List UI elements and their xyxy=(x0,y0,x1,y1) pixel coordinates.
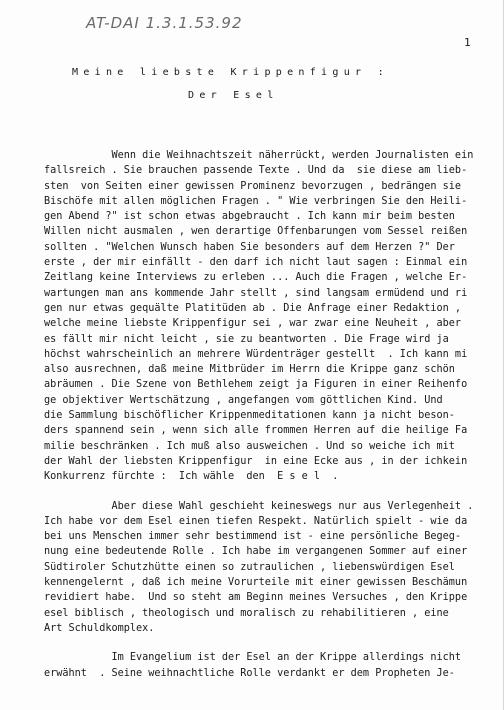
text-line: Wenn die Weihnachtszeit näherrückt, werden Journalisten ein xyxy=(44,150,474,161)
text-line: milie beschränken . Ich muß also ausweichen . Und so weiche ich mit xyxy=(44,440,455,452)
page-number: 1 xyxy=(464,36,471,49)
text-line: esel biblisch , theologisch und moralisch zu rehabilitieren , eine xyxy=(44,607,449,619)
text-line: welche meine liebste Krippenfigur sei , war zwar eine Neuheit , aber xyxy=(44,318,462,330)
document-body xyxy=(44,148,494,681)
text-line: Willen nicht ausmalen , wen derartige Offenbarungen vom Sessel reißen xyxy=(44,226,468,238)
text-line: bei uns Menschen immer sehr bestimmend ist - eine persönliche Begeg- xyxy=(44,531,462,543)
text-line: erste , der mir einfällt - den darf ich nicht laut sagen : Einmal ein xyxy=(44,257,468,269)
text-line: ders spannend sein , wenn sich alle frommen Herren auf die heilige Fa xyxy=(44,425,468,437)
text-line: Bischöfe mit allen möglichen Fragen . " Wie verbringen Sie den Heili- xyxy=(44,195,468,207)
document-subtitle: Der Esel xyxy=(188,90,279,101)
text-line: wartungen man ans kommende Jahr stellt , sind langsam ermüdend und ri xyxy=(44,287,468,299)
text-line: also ausrechnen, daß meine Mitbrüder im Herrn die Krippe ganz schön xyxy=(44,364,455,376)
archive-reference-handwritten: AT-DAI 1.3.1.53.92 xyxy=(86,14,243,32)
paragraph-spacer xyxy=(44,485,494,499)
paragraph xyxy=(44,499,494,637)
text-line: Art Schuldkomplex. xyxy=(44,622,155,634)
text-line: Zeitlang keine Interviews zu erleben ... Auch die Fragen , welche Er- xyxy=(44,272,468,284)
text-line: die Sammlung bischöflicher Krippenmeditationen kann ja nicht beson- xyxy=(44,410,455,422)
text-line: es fällt mir nicht leicht , sie zu beantworten . Die Frage wird ja xyxy=(44,333,449,345)
document-title: Meine liebste Krippenfigur : xyxy=(72,67,389,78)
paragraph xyxy=(44,650,494,681)
text-line: Aber diese Wahl geschieht keineswegs nur aus Verlegenheit . xyxy=(44,500,474,512)
text-line: Konkurrenz fürchte : Ich wähle den E s e l . xyxy=(44,471,339,483)
text-line: Ich habe vor dem Esel einen tiefen Respekt. Natürlich spielt - wie da xyxy=(44,515,468,527)
text-line: ge objektiver Wertschätzung , angefangen vom göttlichen Kind. Und xyxy=(44,394,443,406)
text-line: gen nur etwas gequälte Platitüden ab . Die Anfrage einer Redaktion , xyxy=(44,302,462,314)
text-line: kennengelernt , daß ich meine Vorurteile mit einer gewissen Beschämun xyxy=(44,577,468,589)
text-line: der Wahl der liebsten Krippenfigur in eine Ecke aus , in der ichkein xyxy=(44,455,468,467)
text-line: abräumen . Die Szene von Bethlehem zeigt ja Figuren in einer Reihenfo xyxy=(44,379,468,391)
text-line: sollten . "Welchen Wunsch haben Sie besonders auf dem Herzen ?" Der xyxy=(44,241,455,253)
text-line: Im Evangelium ist der Esel an der Krippe allerdings nicht xyxy=(44,652,462,664)
text-line: revidiert habe. Und so steht am Beginn meines Versuches , den Krippe xyxy=(44,592,468,604)
text-line: Südtiroler Schutzhütte einen so zutraulichen , liebenswürdigen Esel xyxy=(44,561,455,573)
paragraph-spacer xyxy=(44,636,494,650)
text-line: höchst wahrscheinlich an mehrere Würdenträger gestellt . Ich kann mi xyxy=(44,348,468,360)
text-line: erwähnt . Seine weihnachtliche Rolle verdankt er dem Propheten Je- xyxy=(44,667,455,679)
paragraph xyxy=(44,148,494,485)
text-line: nung eine bedeutende Rolle . Ich habe im vergangenen Sommer auf einer xyxy=(44,546,468,558)
text-line: fallsreich . Sie brauchen passende Texte . Und da sie diese am lieb- xyxy=(44,165,468,177)
text-line: sten von Seiten einer gewissen Prominenz bevorzugen , bedrängen sie xyxy=(44,180,462,192)
text-line: gen Abend ?" ist schon etwas abgebraucht . Ich kann mir beim besten xyxy=(44,211,455,223)
